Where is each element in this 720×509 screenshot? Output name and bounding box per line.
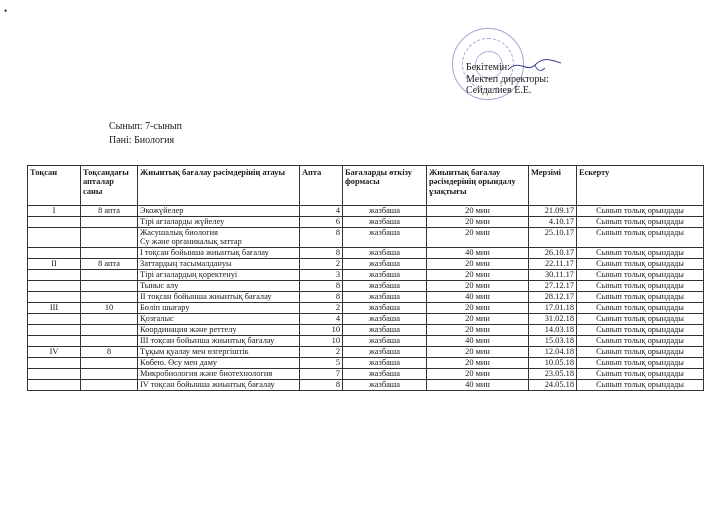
weeks-cell	[81, 335, 138, 346]
duration-cell: 40 мин	[427, 291, 529, 302]
title-line-2: Су және органикалық заттар	[140, 237, 242, 247]
form-cell: жазбаша	[343, 379, 427, 390]
duration-cell: 20 мин	[427, 206, 529, 217]
form-cell: жазбаша	[343, 291, 427, 302]
title-cell: Тыныс алу	[138, 280, 300, 291]
header-weeks: Тоқсандағы апталар саны	[81, 166, 138, 206]
note-cell: Сынып толық орындады	[577, 228, 704, 248]
weeks-cell	[81, 324, 138, 335]
title-cell: Көбею. Өсу мен даму	[138, 357, 300, 368]
date-cell: 25.10.17	[529, 228, 577, 248]
weeks-cell: 8 апта	[81, 258, 138, 269]
quarter-cell: IV	[28, 346, 81, 357]
date-cell: 21.09.17	[529, 206, 577, 217]
quarter-cell: II	[28, 258, 81, 269]
duration-cell: 20 мин	[427, 324, 529, 335]
weeks-cell	[81, 247, 138, 258]
duration-cell: 20 мин	[427, 357, 529, 368]
table-body	[28, 206, 704, 391]
form-cell: жазбаша	[343, 269, 427, 280]
date-cell: 24.05.18	[529, 379, 577, 390]
week-cell: 3	[300, 269, 343, 280]
note-cell: Сынып толық орындады	[577, 357, 704, 368]
assessment-table	[27, 165, 704, 391]
week-cell: 8	[300, 280, 343, 291]
subject-label: Пәні: Биология	[109, 135, 175, 146]
quarter-cell	[28, 357, 81, 368]
title-cell: Тірі ағзаларды жүйелеу	[138, 217, 300, 228]
table-row	[28, 335, 704, 346]
quarter-cell	[28, 217, 81, 228]
quarter-cell	[28, 379, 81, 390]
note-cell: Сынып толық орындады	[577, 313, 704, 324]
date-cell: 26.10.17	[529, 247, 577, 258]
title-cell: Тірі ағзалардың қоректенуі	[138, 269, 300, 280]
week-cell: 5	[300, 357, 343, 368]
note-cell: Сынып толық орындады	[577, 269, 704, 280]
quarter-cell	[28, 335, 81, 346]
duration-cell: 20 мин	[427, 258, 529, 269]
week-cell: 2	[300, 346, 343, 357]
date-cell: 30.11.17	[529, 269, 577, 280]
title-cell: Координация және реттелу	[138, 324, 300, 335]
table-row	[28, 302, 704, 313]
table-row	[28, 379, 704, 390]
table-row	[28, 291, 704, 302]
date-cell: 4.10.17	[529, 217, 577, 228]
weeks-cell	[81, 291, 138, 302]
week-cell: 4	[300, 206, 343, 217]
quarter-cell	[28, 324, 81, 335]
corner-mark: •	[4, 6, 8, 16]
duration-cell: 40 мин	[427, 335, 529, 346]
approval-block	[466, 62, 549, 97]
duration-cell: 20 мин	[427, 346, 529, 357]
weeks-cell: 10	[81, 302, 138, 313]
form-cell: жазбаша	[343, 302, 427, 313]
approval-line-3: Сейдалиев Е.Е.	[466, 85, 532, 96]
weeks-cell	[81, 280, 138, 291]
date-cell: 31.02.18	[529, 313, 577, 324]
note-cell: Сынып толық орындады	[577, 302, 704, 313]
week-cell: 7	[300, 368, 343, 379]
form-cell: жазбаша	[343, 258, 427, 269]
date-cell: 14.03.18	[529, 324, 577, 335]
weeks-cell	[81, 217, 138, 228]
quarter-cell	[28, 313, 81, 324]
header-note: Ескерту	[577, 166, 704, 206]
duration-cell: 20 мин	[427, 280, 529, 291]
table-row	[28, 313, 704, 324]
title-cell	[138, 228, 300, 248]
table-header-row	[28, 166, 704, 206]
quarter-cell	[28, 269, 81, 280]
note-cell: Сынып толық орындады	[577, 335, 704, 346]
weeks-cell	[81, 357, 138, 368]
week-cell: 8	[300, 247, 343, 258]
week-cell: 2	[300, 302, 343, 313]
header-form: Бағаларды өткізу формасы	[343, 166, 427, 206]
week-cell: 8	[300, 291, 343, 302]
weeks-cell	[81, 269, 138, 280]
weeks-cell: 8 апта	[81, 206, 138, 217]
title-line: Жасушалық биология	[140, 228, 218, 237]
form-cell: жазбаша	[343, 346, 427, 357]
table-row	[28, 280, 704, 291]
form-cell: жазбаша	[343, 357, 427, 368]
header-quarter: Тоқсан	[28, 166, 81, 206]
title-cell: Қозғалыс	[138, 313, 300, 324]
duration-cell: 40 мин	[427, 379, 529, 390]
form-cell: жазбаша	[343, 368, 427, 379]
duration-cell: 20 мин	[427, 217, 529, 228]
title-cell: Бөліп шығару	[138, 302, 300, 313]
date-cell: 15.03.18	[529, 335, 577, 346]
header-title: Жиынтық бағалау рәсімдерінің атауы	[138, 166, 300, 206]
table-row	[28, 206, 704, 217]
approval-line-1: Бекітемін:	[466, 62, 510, 73]
week-cell: 4	[300, 313, 343, 324]
table-row	[28, 217, 704, 228]
form-cell: жазбаша	[343, 228, 427, 248]
week-cell: 10	[300, 335, 343, 346]
note-cell: Сынып толық орындады	[577, 379, 704, 390]
week-cell: 6	[300, 217, 343, 228]
duration-cell: 20 мин	[427, 368, 529, 379]
date-cell: 17.01.18	[529, 302, 577, 313]
week-cell: 2	[300, 258, 343, 269]
form-cell: жазбаша	[343, 335, 427, 346]
note-cell: Сынып толық орындады	[577, 247, 704, 258]
note-cell: Сынып толық орындады	[577, 368, 704, 379]
note-cell: Сынып толық орындады	[577, 258, 704, 269]
duration-cell: 40 мин	[427, 247, 529, 258]
quarter-cell: III	[28, 302, 81, 313]
date-cell: 22.11.17	[529, 258, 577, 269]
date-cell: 27.12.17	[529, 280, 577, 291]
quarter-cell	[28, 291, 81, 302]
duration-cell: 20 мин	[427, 228, 529, 248]
weeks-cell	[81, 313, 138, 324]
table-row	[28, 368, 704, 379]
table-row	[28, 247, 704, 258]
title-cell: III тоқсан бойынша жиынтық бағалау	[138, 335, 300, 346]
title-cell: Заттардың тасымалдануы	[138, 258, 300, 269]
weeks-cell	[81, 368, 138, 379]
title-cell: I тоқсан бойынша жиынтық бағалау	[138, 247, 300, 258]
grade-label: Сынып: 7-сынып	[109, 121, 182, 132]
title-cell: Тұқым қуалау мен өзгергіштік	[138, 346, 300, 357]
title-cell: Экожүйелер	[138, 206, 300, 217]
quarter-cell: I	[28, 206, 81, 217]
note-cell: Сынып толық орындады	[577, 217, 704, 228]
date-cell: 10.05.18	[529, 357, 577, 368]
duration-cell: 20 мин	[427, 302, 529, 313]
form-cell: жазбаша	[343, 313, 427, 324]
form-cell: жазбаша	[343, 280, 427, 291]
quarter-cell	[28, 247, 81, 258]
class-info	[109, 120, 182, 148]
table-row	[28, 258, 704, 269]
note-cell: Сынып толық орындады	[577, 324, 704, 335]
date-cell: 28.12.17	[529, 291, 577, 302]
approval-line-2: Мектеп директоры:	[466, 73, 549, 85]
form-cell: жазбаша	[343, 247, 427, 258]
weeks-cell	[81, 228, 138, 248]
form-cell: жазбаша	[343, 324, 427, 335]
table-row	[28, 346, 704, 357]
date-cell: 12.04.18	[529, 346, 577, 357]
duration-cell: 20 мин	[427, 313, 529, 324]
weeks-cell: 8	[81, 346, 138, 357]
week-cell: 10	[300, 324, 343, 335]
title-cell: IV тоқсан бойынша жиынтық бағалау	[138, 379, 300, 390]
table-row	[28, 357, 704, 368]
header-duration: Жиынтық бағалау рәсімдерінің орындалу ұзақтығы	[427, 166, 529, 206]
duration-cell: 20 мин	[427, 269, 529, 280]
table-row	[28, 269, 704, 280]
quarter-cell	[28, 280, 81, 291]
title-cell: II тоқсан бойынша жиынтық бағалау	[138, 291, 300, 302]
form-cell: жазбаша	[343, 206, 427, 217]
form-cell: жазбаша	[343, 217, 427, 228]
table-row	[28, 228, 704, 248]
note-cell: Сынып толық орындады	[577, 346, 704, 357]
title-cell: Микробиология және биотехнология	[138, 368, 300, 379]
quarter-cell	[28, 368, 81, 379]
note-cell: Сынып толық орындады	[577, 206, 704, 217]
date-cell: 23.05.18	[529, 368, 577, 379]
note-cell: Сынып толық орындады	[577, 291, 704, 302]
table-row	[28, 324, 704, 335]
quarter-cell	[28, 228, 81, 248]
header-date: Мерзімі	[529, 166, 577, 206]
note-cell: Сынып толық орындады	[577, 280, 704, 291]
weeks-cell	[81, 379, 138, 390]
week-cell: 8	[300, 228, 343, 248]
week-cell: 8	[300, 379, 343, 390]
header-week: Апта	[300, 166, 343, 206]
